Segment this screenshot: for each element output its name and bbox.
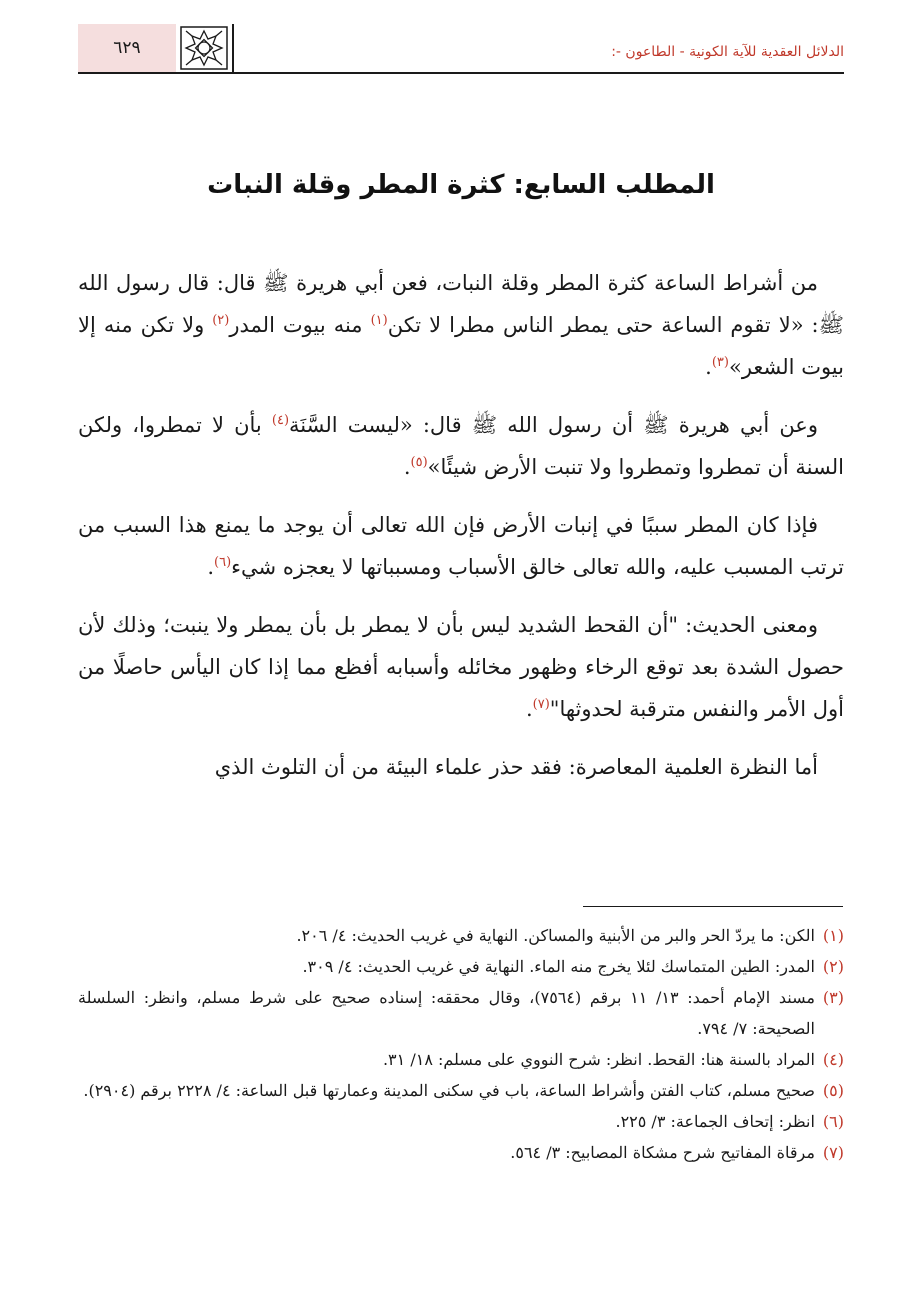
geometric-star-ornament-icon <box>180 26 228 70</box>
paragraph-text: . <box>403 455 411 479</box>
page-number: ٦٢٩ <box>78 24 176 72</box>
paragraph-text: بأن لا تمطروا، ولكن السنة أن تمطروا وتمطروا ولا تنبت الأرض شيئًا» <box>78 413 844 479</box>
paragraph-text: . <box>207 555 215 579</box>
footnote-number: (٤) <box>822 1050 844 1069</box>
paragraph-text: من أشراط الساعة كثرة المطر وقلة النبات، فعن أبي هريرة ﷺ قال: قال رسول الله ﷺ: «لا تقوم الساعة حتى يمطر الناس مطرا لا تكن <box>78 271 844 337</box>
paragraph-4 <box>78 604 844 730</box>
footnote-text: الكن: ما يردّ الحر والبر من الأبنية والمساكن. النهاية في غريب الحديث: ٤/ ٢٠٦. <box>296 926 815 945</box>
paragraph-text: وعن أبي هريرة ﷺ أن رسول الله ﷺ قال: «ليست السَّنَة <box>289 413 818 437</box>
footnote-item <box>78 951 844 982</box>
footnote-ref: (٧) <box>532 697 550 712</box>
paragraph-5 <box>78 746 844 788</box>
footnote-ref: (٤) <box>271 413 290 428</box>
paragraph-text: . <box>525 697 533 721</box>
footnote-ref: (٦) <box>214 555 232 570</box>
footnote-number: (٧) <box>822 1143 844 1162</box>
footnote-number: (٢) <box>822 957 844 976</box>
footnote-separator <box>583 906 843 907</box>
paragraph-3 <box>78 504 844 588</box>
footnote-number: (٦) <box>822 1112 844 1131</box>
footnote-item <box>78 1106 844 1137</box>
section-title: المطلب السابع: كثرة المطر وقلة النبات <box>207 170 715 200</box>
footnote-text: المراد بالسنة هنا: القحط. انظر: شرح النووي على مسلم: ١٨/ ٣١. <box>382 1050 815 1069</box>
paragraph-1 <box>78 262 844 388</box>
footnote-text: مسند الإمام أحمد: ١٣/ ١١ برقم (٧٥٦٤)، وقال محققه: إسناده صحيح على شرط مسلم، وانظر: السلسلة الصحيحة: ٧/ ٧٩٤. <box>78 988 815 1038</box>
footnote-item <box>78 920 844 951</box>
footnote-ref: (٢) <box>212 313 230 328</box>
footnote-item <box>78 1137 844 1168</box>
footnote-ref: (١) <box>370 313 388 328</box>
paragraph-text: أما النظرة العلمية المعاصرة: فقد حذر علماء البيئة من أن التلوث الذي <box>214 755 818 779</box>
footnote-item <box>78 1075 844 1106</box>
footnote-number: (١) <box>822 926 844 945</box>
footnote-number: (٥) <box>822 1081 844 1100</box>
footnote-item <box>78 982 844 1044</box>
paragraph-text: ولا تكن منه إلا بيوت الشعر» <box>78 313 844 379</box>
paragraph-text: . <box>705 355 712 379</box>
paragraph-text: منه بيوت المدر <box>229 313 371 337</box>
footnote-text: مرقاة المفاتيح شرح مشكاة المصابيح: ٣/ ٥٦٤. <box>510 1143 815 1162</box>
paragraph-text: فإذا كان المطر سببًا في إنبات الأرض فإن الله تعالى أن يوجد ما يمنع هذا السبب من ترتب المسبب عليه، والله تعالى خالق الأسباب ومسبباتها لا يعجزه شيء <box>78 513 844 579</box>
header-divider <box>232 24 234 72</box>
running-title: الدلائل العقدية للآية الكونية - الطاعون -: <box>611 44 844 60</box>
body-text <box>78 262 844 788</box>
running-header <box>78 24 844 74</box>
footnote-item <box>78 1044 844 1075</box>
paragraph-text: ومعنى الحديث: "أن القحط الشديد ليس بأن لا يمطر بل بأن يمطر ولا ينبت؛ وذلك لأن حصول الشدة بعد توقع الرخاء وظهور مخائله وأسبابه أفظع مما إذا كان اليأس حاصلًا من أول الأمر والنفس مترقبة لحدوثها" <box>78 613 844 721</box>
paragraph-2 <box>78 404 844 488</box>
footnote-number: (٣) <box>822 988 844 1007</box>
footnote-text: صحيح مسلم، كتاب الفتن وأشراط الساعة، باب في سكنى المدينة وعمارتها قبل الساعة: ٤/ ٢٢٢٨ برقم (٢٩٠٤). <box>83 1081 815 1100</box>
footnote-ref: (٣) <box>711 355 729 370</box>
footnote-text: انظر: إتحاف الجماعة: ٣/ ٢٢٥. <box>615 1112 815 1131</box>
footnote-text: المدر: الطين المتماسك لئلا يخرج منه الماء. النهاية في غريب الحديث: ٤/ ٣٠٩. <box>302 957 815 976</box>
footnote-ref: (٥) <box>410 455 428 470</box>
footnotes <box>78 920 844 1168</box>
